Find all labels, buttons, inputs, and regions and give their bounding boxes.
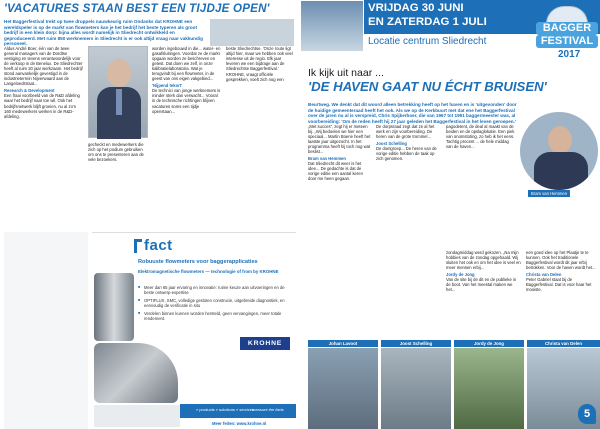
- portrait-caption: Bram van Hemmen: [528, 190, 570, 197]
- ad-subtitle: Elektromagnetische flowmeters — technologie of from by KROHNE: [138, 269, 279, 274]
- right-column-2: [376, 124, 442, 336]
- ad-footer-links[interactable]: » products » solutions » services: [196, 407, 255, 412]
- right-intro: Beurtweg. We denkt dat dit woord alleen betrekking heeft op het haven en is 'uitgevonden' door de huidige gemeenteraad heeft het ook. Als we op de Kerkbuurt met dat ene het Baggerfestival over de jaren nu al is verspreid, Chris Spijkerboer, die van 1967 tot 1991 baggermeester was, al voorbereiding: 'Om de reden heeft hij 27 jaar geleden het Baggerfestival in het leven geroepen.': [308, 102, 517, 124]
- left-intro: Het Baggerfestival trekt op twee druppels nauwkeurig ruim Ondanks dat KROHNE een wereldspeler is op de markt van flowmeters kan je het bedrijf het beste typeren als groot bedrijf in een klein dorp: bijna alles wordt namelijk in Sliedrecht ontwikkeld en geproduceerd. Met ruim 850 werknemers in Sliedrecht is er ook altijd vraag naar vakkundig personeel.: [4, 19, 203, 46]
- left-column-2: [88, 142, 148, 224]
- left-column-4: [226, 46, 294, 224]
- right-column-3: [446, 124, 516, 246]
- right-col2-subheading: Joost Schelling: [376, 141, 407, 147]
- ad-bullet: ■ OPTIFLUX, SMC, volledige gesloten construcie, uitgebreide diagnostiek, en eenvoudig de verificatie in situ: [138, 298, 292, 308]
- left-column-1: [4, 46, 84, 224]
- right-col5-subheading: Christa van Delen: [526, 272, 562, 278]
- right-column-5: [526, 250, 600, 336]
- photo-caption: Jordy de Jong: [454, 340, 524, 347]
- left-col1-subheading: Research & Development: [4, 88, 55, 94]
- right-headline: 'DE HAVEN GAAT NU ÉCHT BRUISEN': [308, 79, 547, 94]
- left-col4-text: beste Sliedrechtse. 'Onze route ligt altijd hier, maar we hebben ook veel interesse uit de regio. Elk jaar leveren we een bijdrage aan de Sliedrechtse Baggerfestival.': [226, 46, 293, 72]
- portrait-face: [107, 59, 131, 87]
- left-col3-subheading: 'Nijpend tekort': [152, 83, 183, 89]
- left-page: [0, 0, 296, 429]
- portrait-body: [534, 152, 588, 192]
- ad-bullet: ■ Meer dan 65 jaar ervaring en innovatie: ruime keuze aan uitvoeringen en de beste ontwerp-expertise: [138, 285, 292, 295]
- flowmeter-pipe-image: [94, 273, 134, 341]
- right-col4-text: zondagmiddag werd gekozen. „Na mijn hobbies van de zondag opgehaald. Wij sluiten het ook en om het idee is veel en meer mensen erbij...: [446, 250, 521, 271]
- right-col1-subheading: Bram van Hemmen: [308, 156, 346, 162]
- right-col3-text: pagodetent, de deal al maakt van de beiden en de opslaglokatie. Een piek van onomstoting, zo heb ik het eens. Tachtig procent ... de hele middag van de haven...: [446, 124, 515, 150]
- right-column-1: [308, 124, 372, 336]
- ad-background-image: [4, 232, 88, 429]
- ad-tagline: measure the facts: [252, 407, 284, 412]
- left-col1-text: Aldus André Boer, één van de twee general managers van de Dordtse vestiging en tevens verantwoordelijk voor de verkoop in de Benelux. De Sliedrechter heeft al ruim 20 jaar werkzaam. Het bedrijf stond aanvankelijk gevestigd in de industrieterrein Nijverwaard aan de Langeloedstraat...: [4, 46, 83, 87]
- right-kicker: Ik kijk uit naar ...: [308, 67, 384, 79]
- event-date-line-2: EN ZATERDAG 1 JULI: [368, 16, 487, 28]
- left-col3-text: worden ingebouwd in die... water- en gasafsluitingen. Voordat ze de markt opgaan worden ze beschreven en getest. Dat doen we zelf, in onze kalibratielaboratoria. Wat je terugvindt bij een flowmeter, in de geest van ons eigen vakgebied...: [152, 46, 221, 82]
- flowmeter-product-image: [94, 343, 178, 403]
- right-page: [300, 0, 600, 429]
- krohne-advertisement: [92, 232, 296, 429]
- person-photo: [308, 348, 378, 429]
- krohne-logo: KROHNE: [240, 337, 290, 350]
- right-col5-more: Peter Gabriel staat bij de Baggerfestival. Dat is voor haar het mooiste.: [526, 277, 592, 293]
- left-col3-more: De technici van jonge werknemers is minder sterk dan verwacht... Vooral in de technische richtingen blijven vacatures soms een tijdje openstaan...: [152, 88, 221, 114]
- left-col1-more: Een fraai voorbeeld van de R&D afdeling waar het bedrijf naar toe wil. Ook het bedrijfsnetwerk blijft groeien, nu al zo'n 160 medewerkers werken in de R&D-afdeling.: [4, 93, 80, 119]
- ad-bottom-strip: [94, 405, 180, 427]
- right-col5-text: een goed idee op het Plaatje te te kunnen. Ook het traditionele Baggerfestival wordt dit jaar erbij betrokken. Voor de haven wordt het...: [526, 250, 596, 271]
- person-photo: [454, 348, 524, 429]
- festival-word-1: BAGGER: [536, 22, 598, 35]
- person-photo: [381, 348, 451, 429]
- portrait-photo: [88, 46, 148, 138]
- festival-photo: [300, 0, 364, 52]
- ad-bullet: ■ Verdelen binnen kunnen worden hersteld, geen vervangingen, meer totale rendement.: [138, 311, 292, 321]
- photo-caption: Christa van Delen: [527, 340, 600, 347]
- ad-title: Robuuste flowmeters voor baggerapplicaties: [138, 259, 258, 265]
- left-headline: 'VACATURES STAAN BEST EEN TIJDJE OPEN': [4, 2, 270, 15]
- portrait-face: [548, 126, 572, 154]
- header-photo: [210, 19, 294, 46]
- circular-portrait: [518, 110, 600, 192]
- festival-word-2: FESTIVAL: [536, 35, 598, 48]
- left-col2-text: gecheckt en medewerkers die zich op het podium gebruiken om ons te presenteren aan de vele bezoekers.: [88, 142, 144, 163]
- right-col2-text: De dorpsraad zegt dat ze al het werk en zijn voorbereiding. De heren van de grote trommel...: [376, 124, 435, 140]
- ad-website-link[interactable]: Meer feiten: www.krohne.nl: [212, 421, 267, 426]
- festival-year: 2017: [558, 49, 581, 60]
- left-column-3: [152, 46, 222, 224]
- right-col2-more: De doelgroep... De heren van de vorige editie hebben de taak op zich genomen.: [376, 146, 437, 162]
- portrait-tie: [116, 89, 122, 115]
- ad-bullet-list: [138, 285, 292, 324]
- event-date-line-1: VRIJDAG 30 JUNI: [368, 2, 464, 14]
- photo-caption: Joost Schelling: [381, 340, 451, 347]
- page-number: 5: [578, 404, 596, 424]
- photo-caption: Johan Lavoot: [308, 340, 378, 347]
- event-location: Locatie centrum Sliedrecht: [368, 36, 487, 47]
- right-col4-more: Van de site bij de dit en de publieke in de boot. Van het meestal maken we het...: [446, 277, 517, 293]
- right-column-4: [446, 250, 522, 336]
- fact-logo-icon: [134, 239, 142, 253]
- photo-strip: [308, 340, 600, 429]
- right-col1-more: Dat Sliedrecht dit weer is het idee... De gedachte is dat de vorige editie een aantal keren door me heen gegaan.: [308, 161, 363, 182]
- bagger-festival-logo: [536, 2, 598, 70]
- left-col4-more: KROHNE, vraagt officiële gesprekken, voelt zich nog een: [226, 72, 284, 83]
- ad-brand-logo: fact: [144, 237, 173, 254]
- right-col4-subheading: Jordy de Jong: [446, 272, 475, 278]
- right-col1-text: „Met succes”, zegt hij er meteen bij. „Wij bedoelen we hier een speciaal... Martin Boerie heeft het laatste jaar uitgezocht. In het programma heeft hij toch nog wat beslist...: [308, 124, 371, 155]
